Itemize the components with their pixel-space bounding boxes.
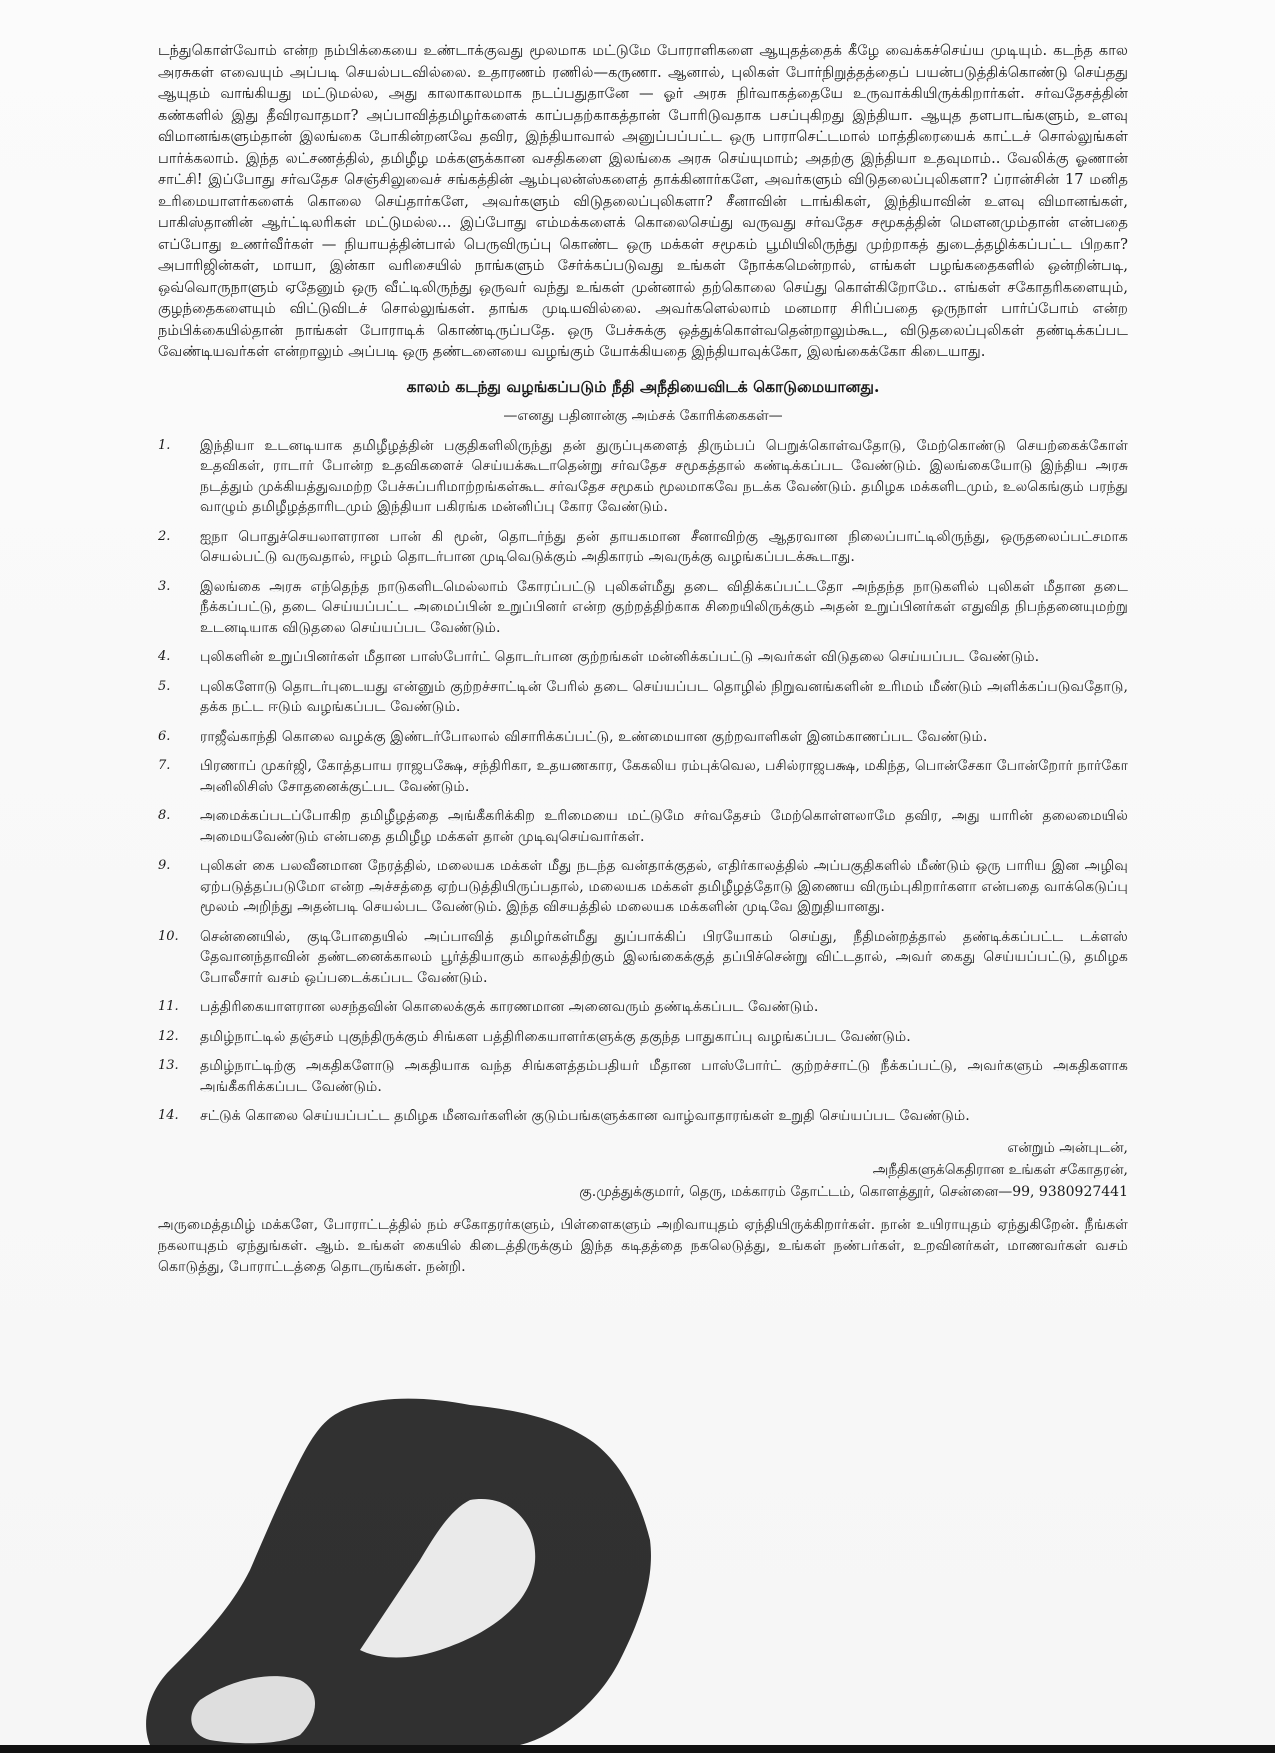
demand-item [158,1027,1128,1048]
demand-item [158,436,1128,518]
demand-number: 4. [158,649,171,664]
demand-number: 11. [158,999,179,1014]
intro-paragraph: டந்துகொள்வோம் என்ற நம்பிக்கையை உண்டாக்குவது மூலமாக மட்டுமே போராளிகளை ஆயுதத்தைக் கீழே வைக்கச்செய்ய முடியும். கடந்த கால அரசுகள் எவையும் அப்படி செயல்படவில்லை. உதாரணம் ரணில்—கருணா. ஆனால், புலிகள் போர்நிறுத்தத்தைப் பயன்படுத்திக்கொண்டு செய்தது ஆயுதம் வாங்கியது மட்டுமல்ல, அது காலாகாலமாக நடப்பதுதானே — ஓர் அரசு நிர்வாகத்தையே உருவாக்கியிருக்கிறார்கள். சர்வதேசத்தின் கண்களில் இது தீவிரவாதமா? அப்பாவித்தமிழர்களைக் காப்பதற்காகத்தான் போரிடுவதாக பசப்புகிறது இந்தியா. ஆயுத தளபாடங்களும், உளவு விமானங்களும்தான் இலங்கை போகின்றனவே தவிர, இந்தியாவால் அனுப்பப்பட்ட ஒரு பாராசெட்டமால் மாத்திரையைக் காட்டச் சொல்லுங்கள் பார்க்கலாம். இந்த லட்சணத்தில், தமிழீழ மக்களுக்கான வசதிகளை இலங்கை அரசு செய்யுமாம்; அதற்கு இந்தியா உதவுமாம்.. வேலிக்கு ஓணான் சாட்சி! இப்போது சர்வதேச செஞ்சிலுவைச் சங்கத்தின் ஆம்புலன்ஸ்களைத் தாக்கினார்களே, அவர்களும் விடுதலைப்புலிகளா? ப்ரான்சின் 17 மனித உரிமையாளர்களைக் கொலை செய்தார்களே, அவர்களும் விடுதலைப்புலிகளா? சீனாவின் டாங்கிகள், இந்தியாவின் உளவு விமானங்கள், பாகிஸ்தானின் ஆர்ட்டிலரிகள் மட்டுமல்ல... இப்போது எம்மக்களைக் கொலைசெய்து வருவது சர்வதேச சமூகத்தின் மௌனமும்தான் என்பதை எப்போது உணர்வீர்கள் — நியாயத்தின்பால் பெருவிருப்பு கொண்ட ஒரு மக்கள் சமூகம் பூமியிலிருந்து முற்றாகத் துடைத்தழிக்கப்பட்ட பிறகா? அபாரிஜின்கள், மாயா, இன்கா வரிசையில் நாங்களும் சேர்க்கப்படுவது உங்கள் நோக்கமென்றால், எங்கள் பழங்கதைகளில் ஒன்றின்படி, ஒவ்வொருநாளும் ஏதேனும் ஒரு வீட்டிலிருந்து ஒருவர் வந்து உங்கள் முன்னால் தற்கொலை செய்து கொள்கிறோமே.. எங்கள் சகோதரிகளையும், குழந்தைகளையும் விட்டுவிடச் சொல்லுங்கள். தாங்க முடியவில்லை. அவர்களெல்லாம் மனமார சிரிப்பதை ஒருநாள் பார்ப்போம் என்ற நம்பிக்கையில்தான் நாங்கள் போராடிக் கொண்டிருப்பதே. ஒரு பேச்சுக்கு ஒத்துக்கொள்வதென்றாலும்கூட, விடுதலைப்புலிகள் தண்டிக்கப்பட வேண்டியவர்கள் என்றாலும் அப்படி ஒரு தண்டனையை வழங்கும் யோக்கியதை இந்தியாவுக்கோ, இலங்கைக்கோ கிடையாது. [158,42,1128,360]
stain-highlight [191,1676,315,1743]
demand-text: புலிகளின் உறுப்பினர்கள் மீதான பாஸ்போர்ட் தொடர்பான குற்றங்கள் மன்னிக்கப்பட்டு அவர்கள் விடுதலை செய்யப்பட வேண்டும். [200,649,1040,665]
demand-number: 14. [158,1108,179,1123]
letter-body [158,40,1128,1292]
stain-highlight [360,1499,535,1657]
demand-number: 7. [158,758,171,773]
closing-paragraph: அருமைத்தமிழ் மக்களே, போராட்டத்தில் நம் சகோதரர்களும், பிள்ளைகளும் அறிவாயுதம் ஏந்தியிருக்கிறார்கள். நான் உயிராயுதம் ஏந்துகிறேன். நீங்கள் நகலாயுதம் ஏந்துங்கள். ஆம். உங்கள் கையில் கிடைத்திருக்கும் இந்த கடிதத்தை நகலெடுத்து, உங்கள் நண்பர்கள், உறவினர்கள், மாணவர்கள் வசம் கொடுத்து, போராட்டத்தை தொடருங்கள். நன்றி. [158,1216,1128,1275]
demand-text: இந்தியா உடனடியாக தமிழீழத்தின் பகுதிகளிலிருந்து தன் துருப்புகளைத் திரும்பப் பெறுக்கொள்வதோடு, மேற்கொண்டு செயற்கைக்கோள் உதவிகள், ராடார் போன்ற உதவிகளைச் செய்யக்கூடாதென்று சர்வதேச சமூகத்தால் கண்டிக்கப்பட வேண்டும். இலங்கையோடு இந்திய அரசு நடத்தும் முக்கியத்துவமற்ற பேச்சுப்பரிமாற்றங்கள்கூட சர்வதேச சமூகம் மூலமாகவே நடக்க வேண்டும். தமிழக மக்களிடமும், உலகெங்கும் பரந்து வாழும் தமிழீழத்தாரிடமும் இந்தியா பகிரங்க மன்னிப்பு கோர வேண்டும். [200,437,1128,515]
demand-text: பத்திரிகையாளரான லசந்தவின் கொலைக்குக் காரணமான அனைவரும் தண்டிக்கப்பட வேண்டும். [200,999,819,1015]
signoff-sender: அநீதிகளுக்கெதிரான உங்கள் சகோதரன், [872,1161,1128,1178]
demand-text: ஐநா பொதுச்செயலாளரான பான் கி மூன், தொடர்ந்து தன் தாயகமான சீனாவிற்கு ஆதரவான நிலைப்பாட்டிலிருந்து, ஒருதலைப்பட்சமாக செயல்பட்டு வருவதால், ஈழம் தொடர்பான முடிவெடுக்கும் அதிகாரம் அவருக்கு வழங்கப்படக்கூடாது. [200,528,1128,565]
demand-item [158,1056,1128,1097]
demand-item [158,527,1128,568]
demand-text: புலிகள் கை பலவீனமான நேரத்தில், மலையக மக்கள் மீது நடந்த வன்தாக்குதல், எதிர்காலத்தில் அப்பகுதிகளில் மீண்டும் ஒரு பாரிய இன அழிவு ஏற்படுத்தப்படுமோ என்ற அச்சத்தை ஏற்படுத்தியிருப்பதால், மலையக மக்கள் தமிழீழத்தோடு இணைய விரும்புகிறார்களா என்பதை வாக்கெடுப்பு மூலம் அறிந்து அதன்படி செயல்பட வேண்டும். இந்த விசயத்தில் மலையக மக்களின் முடிவே இறுதியானது. [200,858,1128,915]
ink-stain-shape [146,1399,651,1745]
demand-text: அமைக்கப்படப்போகிற தமிழீழத்தை அங்கீகரிக்கிற உரிமையை மட்டுமே சர்வதேசம் மேற்கொள்ளலாமே தவிர, அது யாரின் தலைமையில் அமையவேண்டும் என்பதை தமிழீழ மக்கள் தான் முடிவுசெய்வார்கள். [200,808,1128,845]
signoff-greeting: என்றும் அன்புடன், [1007,1139,1128,1156]
demand-number: 10. [158,928,179,944]
demand-item [158,806,1128,847]
demand-number: 2. [158,528,171,544]
demand-text: தமிழ்நாட்டில் தஞ்சம் புகுந்திருக்கும் சிங்கள பத்திரிகையாளர்களுக்கு தகுந்த பாதுகாப்பு வழங்கப்பட வேண்டும். [200,1028,911,1045]
section-subheading: —எனது பதினான்கு அம்சக் கோரிக்கைகள்— [503,407,783,424]
demand-item [158,727,1128,748]
demand-number: 1. [158,437,171,453]
demand-number: 3. [158,578,171,594]
demand-number: 6. [158,728,171,744]
demand-number: 9. [158,858,171,873]
demand-item [158,856,1128,918]
demand-number: 8. [158,808,171,823]
demand-text: சட்டுக் கொலை செய்யப்பட்ட தமிழக மீனவர்களின் குடும்பங்களுக்கான வாழ்வாதாரங்கள் உறுதி செய்யப்பட வேண்டும். [200,1108,970,1124]
demand-item [158,647,1128,668]
demand-item [158,577,1128,639]
section-heading: காலம் கடந்து வழங்கப்படும் நீதி அநீதியைவிடக் கொடுமையானது. [406,376,880,396]
demand-item [158,927,1128,989]
demand-item [158,997,1128,1018]
demand-number: 12. [158,1028,179,1044]
demand-text: பிரணாப் முகர்ஜி, கோத்தபாய ராஜபக்ஷே, சந்திரிகா, உதயணகார, கேகலிய ரம்புக்வெல, பசில்ராஜபக்ஷ, மகிந்த, பொன்சேகா போன்றோர் நார்கோ அனிலிசிஸ் சோதனைக்குட்பட வேண்டும். [200,758,1128,795]
demand-text: ராஜீவ்காந்தி கொலை வழக்கு இண்டர்போலால் விசாரிக்கப்பட்டு, உண்மையான குற்றவாளிகள் இனம்காணப்பட வேண்டும். [200,728,988,745]
signoff-address: கு.முத்துக்குமார், தெரு, மக்காரம் தோட்டம், கொளத்தூர், சென்னை—99, 9380927441 [579,1183,1128,1200]
demand-text: சென்னையில், குடிபோதையில் அப்பாவித் தமிழர்கள்மீது துப்பாக்கிப் பிரயோகம் செய்து, நீதிமன்றத்தால் தண்டிக்கப்பட்ட டக்ளஸ் தேவானந்தாவின் தண்டனைக்காலம் பூர்த்தியாகும் காலத்திற்கும் இலங்கைக்குத் தப்பிச்சென்று விட்டதால், அவர் கைது செய்யப்பட்டு, தமிழக போலீசார் வசம் ஒப்படைக்கப்பட வேண்டும். [200,928,1128,986]
demand-item [158,756,1128,797]
demand-text: புலிகளோடு தொடர்புடையது என்னும் குற்றச்சாட்டின் பேரில் தடை செய்யப்பட தொழில் நிறுவனங்களின் உரிமம் மீண்டும் அளிக்கப்படுவதோடு, தக்க நட்ட ஈடும் வழங்கப்பட வேண்டும். [200,678,1128,715]
signature-block [158,1137,1128,1203]
demand-number: 13. [158,1058,179,1073]
scan-edge [0,1745,1275,1753]
demand-item [158,677,1128,718]
demand-text: இலங்கை அரசு எந்தெந்த நாடுகளிடமெல்லாம் கோரப்பட்டு புலிகள்மீது தடை விதிக்கப்பட்டதோ அந்தந்த நாடுகளில் புலிகள் மீதான தடை நீக்கப்பட்டு, தடை செய்யப்பட்ட அமைப்பின் உறுப்பினர் என்ற குற்றத்திற்காக சிறையிலிருக்கும் அதன் உறுப்பினர்கள் எதுவித நிபந்தனையுமற்று உடனடியாக விடுதலை செய்யப்பட வேண்டும். [200,578,1128,636]
demand-item [158,1106,1128,1127]
demands-list [158,436,1128,1127]
demand-text: தமிழ்நாட்டிற்கு அகதிகளோடு அகதியாக வந்த சிங்களத்தம்பதியர் மீதான பாஸ்போர்ட் குற்றச்சாட்டு நீக்கப்பட்டு, அவர்களும் அகதிகளாக அங்கீகரிக்கப்பட வேண்டும். [200,1058,1128,1095]
demand-number: 5. [158,678,171,694]
